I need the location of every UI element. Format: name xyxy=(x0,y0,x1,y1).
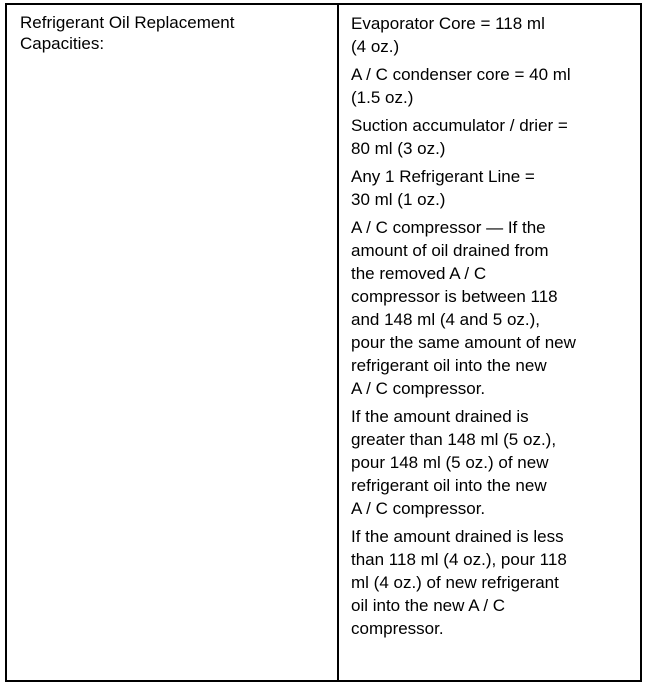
compressor-less-note: If the amount drained is less than 118 ml (4 oz.), pour 118 ml (4 oz.) of new refrigerant oil into the new A / C compressor. xyxy=(351,527,567,638)
compressor-capacity-note: A / C compressor — If the amount of oil drained from the removed A / C compressor is between 118 and 148 ml (4 and 5 oz.), pour the same amount of new refrigerant oil into the new A / C compressor. xyxy=(351,218,576,398)
condenser-core-capacity: A / C condenser core = 40 ml (1.5 oz.) xyxy=(351,65,571,107)
table-label-cell xyxy=(7,5,339,680)
compressor-greater-note: If the amount drained is greater than 148 ml (5 oz.), pour 148 ml (5 oz.) of new refrigerant oil into the new A / C compressor. xyxy=(351,407,557,518)
table-label: Refrigerant Oil Replacement Capacities: xyxy=(20,13,235,53)
table-value-cell xyxy=(339,5,640,680)
refrigerant-line-capacity: Any 1 Refrigerant Line = 30 ml (1 oz.) xyxy=(351,167,535,209)
evaporator-core-capacity: Evaporator Core = 118 ml (4 oz.) xyxy=(351,14,545,56)
accumulator-drier-capacity: Suction accumulator / drier = 80 ml (3 oz.) xyxy=(351,116,568,158)
refrigerant-oil-table xyxy=(5,3,642,682)
